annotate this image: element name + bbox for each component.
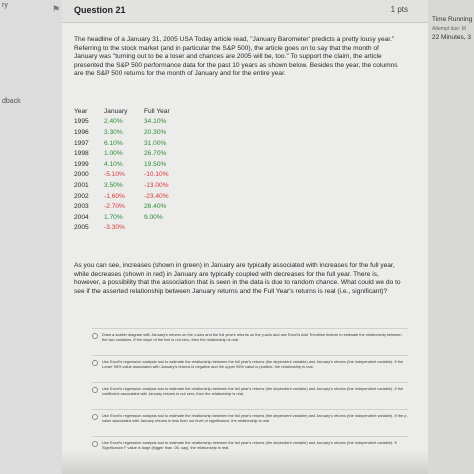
cell-full-year: 26.40% [144, 203, 167, 211]
cell-full-year: 34.10% [144, 118, 167, 126]
table-row [74, 117, 190, 128]
left-sidebar [0, 0, 62, 474]
cell-full-year: 20.30% [144, 128, 167, 136]
cell-full-year: 31.00% [144, 139, 167, 147]
cell-full-year: 26.70% [144, 150, 167, 158]
cell-year: 1998 [74, 150, 89, 158]
cell-year: 1996 [74, 128, 89, 136]
radio-button[interactable] [92, 387, 98, 393]
returns-table [74, 106, 190, 233]
cell-january: 2.40% [104, 118, 123, 126]
cell-january: 4.10% [104, 160, 123, 168]
question-points: 1 pts [390, 5, 408, 14]
col-fullyear-header: Full Year [144, 107, 170, 115]
table-row [74, 191, 190, 202]
table-row [74, 212, 190, 223]
question-header [52, 0, 428, 23]
timer-value: 22 Minutes, 3 [432, 34, 472, 41]
answer-option-text: Use Excel's regression analysis tool to estimate the relationship between the full year's returns (the dependent variable) and January's returns (the independent variable). If Significance F value is large (bigger than .05, say), the relationship is real. [102, 440, 397, 451]
cell-year: 2001 [74, 181, 89, 189]
cell-full-year [144, 223, 190, 234]
cell-full-year: -23.40% [144, 192, 169, 200]
flag-icon[interactable]: ⚑ [52, 4, 61, 14]
cell-year: 2003 [74, 203, 89, 211]
cell-year: 2005 [74, 224, 89, 232]
cell-january: 6.10% [104, 139, 123, 147]
answer-option-text: Use Excel's regression analysis tool to estimate the relationship between the full year's returns (the dependent variable) and January's returns (the independent variable). If the Lower 95% value associated with January's returns is negative and the upper 95% value is positive, the relationship is real. [102, 359, 404, 370]
col-january-header: January [104, 107, 128, 115]
cell-year: 1995 [74, 118, 89, 126]
radio-button[interactable] [92, 333, 98, 339]
question-title: Question 21 [74, 5, 126, 15]
col-year-header: Year [74, 107, 88, 115]
radio-button[interactable] [92, 441, 98, 447]
question-followup: As you can see, increases (shown in green) in January are typically associated with increases for the full year, while decreases (shown in red) in January are typically coupled with decreases for the full year. There is, however, a possibility that the association that is seen in the data is due to random chance. What could we do to see if the asserted relationship between January returns and the Full Year's returns is real (i.e., significant)? [74, 262, 401, 295]
table-row [74, 138, 190, 149]
cell-year: 1999 [74, 160, 89, 168]
attempt-due: Attempt due: M [432, 26, 466, 32]
cell-january: -5.10% [104, 171, 125, 179]
cell-full-year: 9.00% [144, 213, 163, 221]
table-row [74, 201, 190, 212]
table-body [74, 117, 190, 234]
table-row [74, 127, 190, 138]
cell-year: 2002 [74, 192, 89, 200]
bottom-shadow [62, 450, 428, 474]
cell-full-year: -13.00% [144, 181, 169, 189]
answer-option-text: Use Excel's regression analysis tool to estimate the relationship between the full year's returns (the dependent variable) and January's returns (the independent variable). If the p-value associated with January returns is less than our level of significance, the relationship is real. [102, 413, 408, 424]
question-prompt: The headline of a January 31, 2005 USA Today article read, "January Barometer' predicts a pretty lousy year." Referring to the stock market (and in particular the S&P 500), the article goes on to say that the month of January was "turning out to be a loser and chances are 2005 will be, too." To support the claim, the article presented the S&P 500 performance data for the past 10 years as shown below. Besides the year, the columns are the S&P 500 returns for the month of January and for the entire year. [74, 36, 398, 78]
cell-year: 2000 [74, 171, 89, 179]
cell-full-year: -10.10% [144, 171, 169, 179]
cell-january: -2.70% [104, 203, 125, 211]
cell-year: 1997 [74, 139, 89, 147]
answer-option[interactable] [92, 355, 408, 382]
cell-year: 2004 [74, 213, 89, 221]
table-row [74, 148, 190, 159]
cell-january: -1.60% [104, 192, 125, 200]
sidebar-feedback-link[interactable]: dback [2, 98, 21, 105]
cell-january: 3.30% [104, 128, 123, 136]
table-row [74, 170, 190, 181]
table-header-row [74, 106, 190, 117]
answer-options [92, 328, 408, 463]
table-row [74, 180, 190, 191]
timer-panel [428, 0, 474, 474]
table-row [74, 223, 190, 234]
cell-january: 1.00% [104, 150, 123, 158]
timer-label: Time Running [432, 16, 473, 23]
question-panel [52, 0, 428, 474]
cell-january: 3.50% [104, 181, 123, 189]
radio-button[interactable] [92, 414, 98, 420]
answer-option-text: Use Excel's regression analysis tool to estimate the relationship between the full year's returns (the dependent variable) and January's returns (the independent variable). If the coefficient associated with January returns is not zero, then the relationship is real. [102, 386, 404, 397]
cell-full-year: 19.50% [144, 160, 167, 168]
radio-button[interactable] [92, 360, 98, 366]
answer-option[interactable] [92, 328, 408, 355]
answer-option[interactable] [92, 409, 408, 436]
cell-january: 1.70% [104, 213, 123, 221]
sidebar-text-top: ry [2, 2, 8, 9]
answer-option[interactable] [92, 382, 408, 409]
cell-january: -3.30% [104, 224, 125, 232]
answer-option-text: Draw a scatter diagram with January's returns on the x-axis and the full year's returns on the y-axis and use Excel's Add Trendline feature to estimate the relationship between the two variables. If the slope of the line is not zero, then the relationship is real. [102, 332, 402, 343]
table-row [74, 159, 190, 170]
